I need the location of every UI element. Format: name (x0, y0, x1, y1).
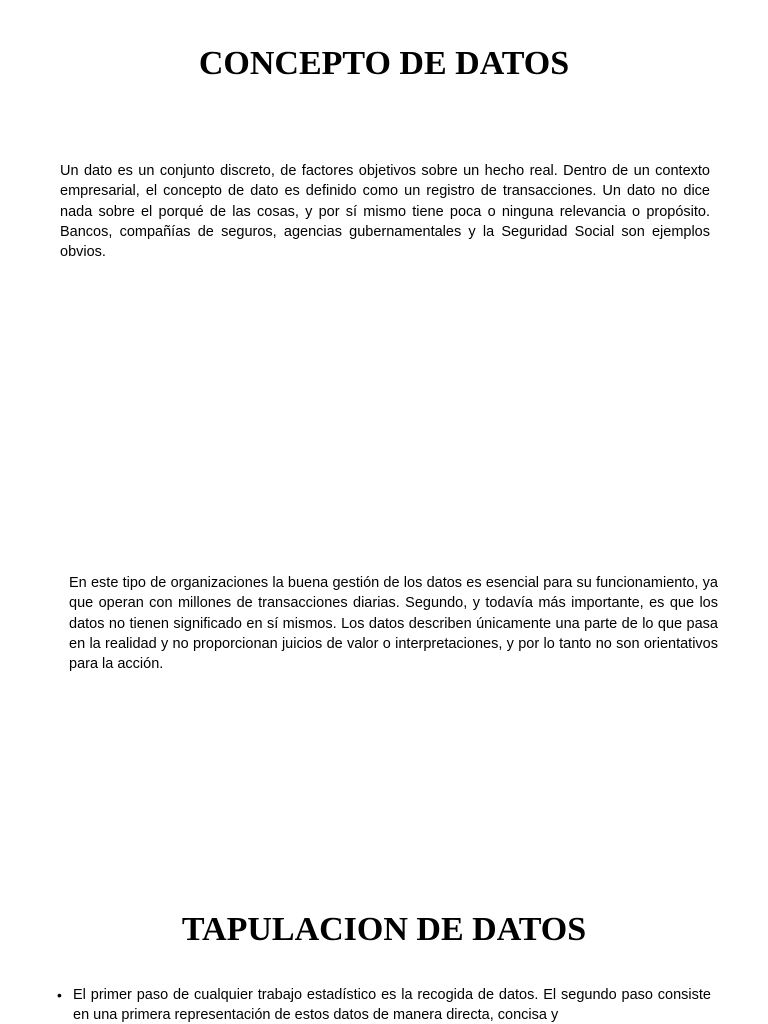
bullet-list (57, 985, 711, 1024)
list-item-text: El primer paso de cualquier trabajo estadístico es la recogida de datos. El segundo paso consiste en una primera representación de estos datos de manera directa, concisa y (73, 987, 711, 1024)
list-item (57, 985, 711, 1024)
section-title-concepto: CONCEPTO DE DATOS (198, 45, 570, 82)
bullet-icon: • (57, 987, 62, 1003)
paragraph-organizations: En este tipo de organizaciones la buena gestión de los datos es esencial para su funcionamiento, ya que operan con millones de transacciones diarias. Segundo, y todavía más importante, es que los datos no tienen significado en sí mismos. Los datos describen únicamente una parte de lo que pasa en la realidad y no proporcionan juicios de valor o interpretaciones, y por lo tanto no son orientativos para la acción. (69, 575, 718, 673)
paragraph-definition: Un dato es un conjunto discreto, de factores objetivos sobre un hecho real. Dentro de un contexto empresarial, el concepto de dato es definido como un registro de transacciones. Un dato no dice nada sobre el porqué de las cosas, y por sí mismo tiene poca o ninguna relevancia o propósito. Bancos, compañías de seguros, agencias gubernamentales y la Seguridad Social son ejemplos obvios. (60, 163, 710, 261)
section-title-tapulacion: TAPULACION DE DATOS (181, 911, 587, 948)
